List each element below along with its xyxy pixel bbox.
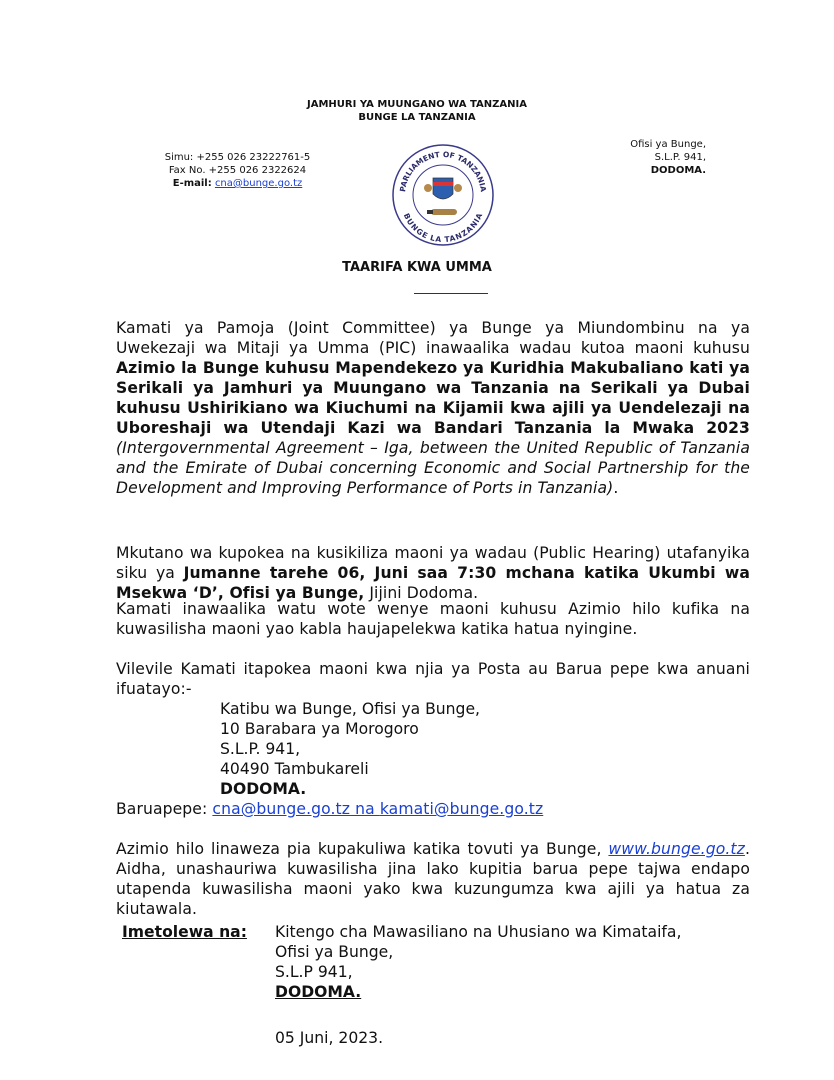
text: .	[613, 479, 619, 497]
office-line: S.L.P. 941,	[654, 152, 706, 163]
fax: Fax No. +255 026 2322624	[168, 165, 307, 176]
address-line: 10 Barabara ya Morogoro	[220, 720, 419, 738]
email-link-cna[interactable]: cna@bunge.go.tz	[212, 800, 351, 818]
resolution-title: Azimio la Bunge kuhusu Mapendekezo ya Kuridhia Makubaliano kati ya Serikali ya Jamhuri ya Muungano wa Tanzania na Serikali ya Dubai kuhusu Ushirikiano wa Kiuchumi na Kijamii kwa ajili ya Uendelezaji na Uboreshaji wa Utendaji Kazi wa Bandari Tanzania la Mwaka 2023	[116, 359, 750, 437]
email-label: E-mail:	[172, 178, 212, 189]
address-line: DODOMA.	[220, 780, 307, 798]
email-link-kamati[interactable]: kamati@bunge.go.tz	[379, 800, 544, 818]
postal-address	[220, 699, 480, 799]
website-link[interactable]: www.bunge.go.tz	[608, 840, 745, 858]
address-line: S.L.P. 941,	[220, 740, 301, 758]
paragraph-submission: Vilevile Kamati itapokea maoni kwa njia ya Posta au Barua pepe kwa anuani ifuatayo:-	[116, 660, 750, 698]
office-line: DODOMA.	[650, 165, 706, 176]
text: . Aidha, unashauriwa kuwasilisha jina lako kupitia barua pepe tajwa endapo utapenda kuwasilisha maoni yako kwa kuzungumza kwa ajili ya hatua za kiutawala.	[116, 840, 750, 918]
text: Jijini Dodoma.	[364, 584, 479, 602]
paragraph-website	[116, 839, 750, 919]
issuer-line: Kitengo cha Mawasiliano na Uhusiano wa Kimataifa,	[275, 923, 682, 941]
notice-title: TAARIFA KWA UMMA	[342, 260, 492, 275]
header-republic: JAMHURI YA MUUNGANO WA TANZANIA	[307, 99, 527, 110]
contact-block	[160, 151, 315, 190]
text: Azimio hilo linaweza pia kupakuliwa katika tovuti ya Bunge,	[116, 840, 609, 858]
phone: Simu: +255 026 23222761-5	[164, 152, 311, 163]
text: Kamati ya Pamoja (Joint Committee) ya Bunge ya Miundombinu na ya Uwekezaji wa Mitaji ya Umma (PIC) inawaalika wadau kutoa maoni kuhusu	[116, 319, 750, 357]
svg-text:PARLIAMENT OF TANZANIA: PARLIAMENT OF TANZANIA	[398, 149, 488, 193]
office-address	[560, 138, 706, 177]
email-label: Baruapepe:	[116, 800, 213, 818]
hearing-details: Jumanne tarehe 06, Juni saa 7:30 mchana katika Ukumbi wa Msekwa ‘D’, Ofisi ya Bunge,	[116, 564, 750, 602]
paragraph-hearing	[116, 543, 750, 603]
address-line: Katibu wa Bunge, Ofisi ya Bunge,	[220, 700, 480, 718]
issued-by-label: Imetolewa na:	[122, 923, 247, 941]
header-parliament: BUNGE LA TANZANIA	[358, 112, 476, 123]
issuer-block	[275, 922, 681, 1002]
issuer-line: DODOMA.	[275, 983, 362, 1001]
title-divider	[414, 293, 488, 294]
address-line: 40490 Tambukareli	[220, 760, 369, 778]
paragraph-invitation	[116, 318, 750, 498]
parliament-seal-logo	[383, 140, 503, 250]
issuer-line: Ofisi ya Bunge,	[275, 943, 394, 961]
email-link[interactable]: cna@bunge.go.tz	[214, 178, 303, 189]
issuer-line: S.L.P 941,	[275, 963, 353, 981]
issue-date: 05 Juni, 2023.	[275, 1029, 384, 1047]
office-line: Ofisi ya Bunge,	[630, 139, 706, 150]
agreement-english: (Intergovernmental Agreement – Iga, between the United Republic of Tanzania and the Emirate of Dubai concerning Economic and Social Partnership for the Development and Improving Performance of Ports in Tanzania)	[116, 439, 750, 497]
text: na	[350, 800, 380, 818]
svg-text:BUNGE LA TANZANIA: BUNGE LA TANZANIA	[401, 211, 485, 245]
email-line	[116, 799, 750, 819]
paragraph-attend: Kamati inawaalika watu wote wenye maoni kuhusu Azimio hilo kufika na kuwasilisha maoni yao kabla haujapelekwa katika hatua nyingine.	[116, 600, 750, 638]
text: Mkutano wa kupokea na kusikiliza maoni ya wadau (Public Hearing) utafanyika siku ya	[116, 544, 750, 582]
